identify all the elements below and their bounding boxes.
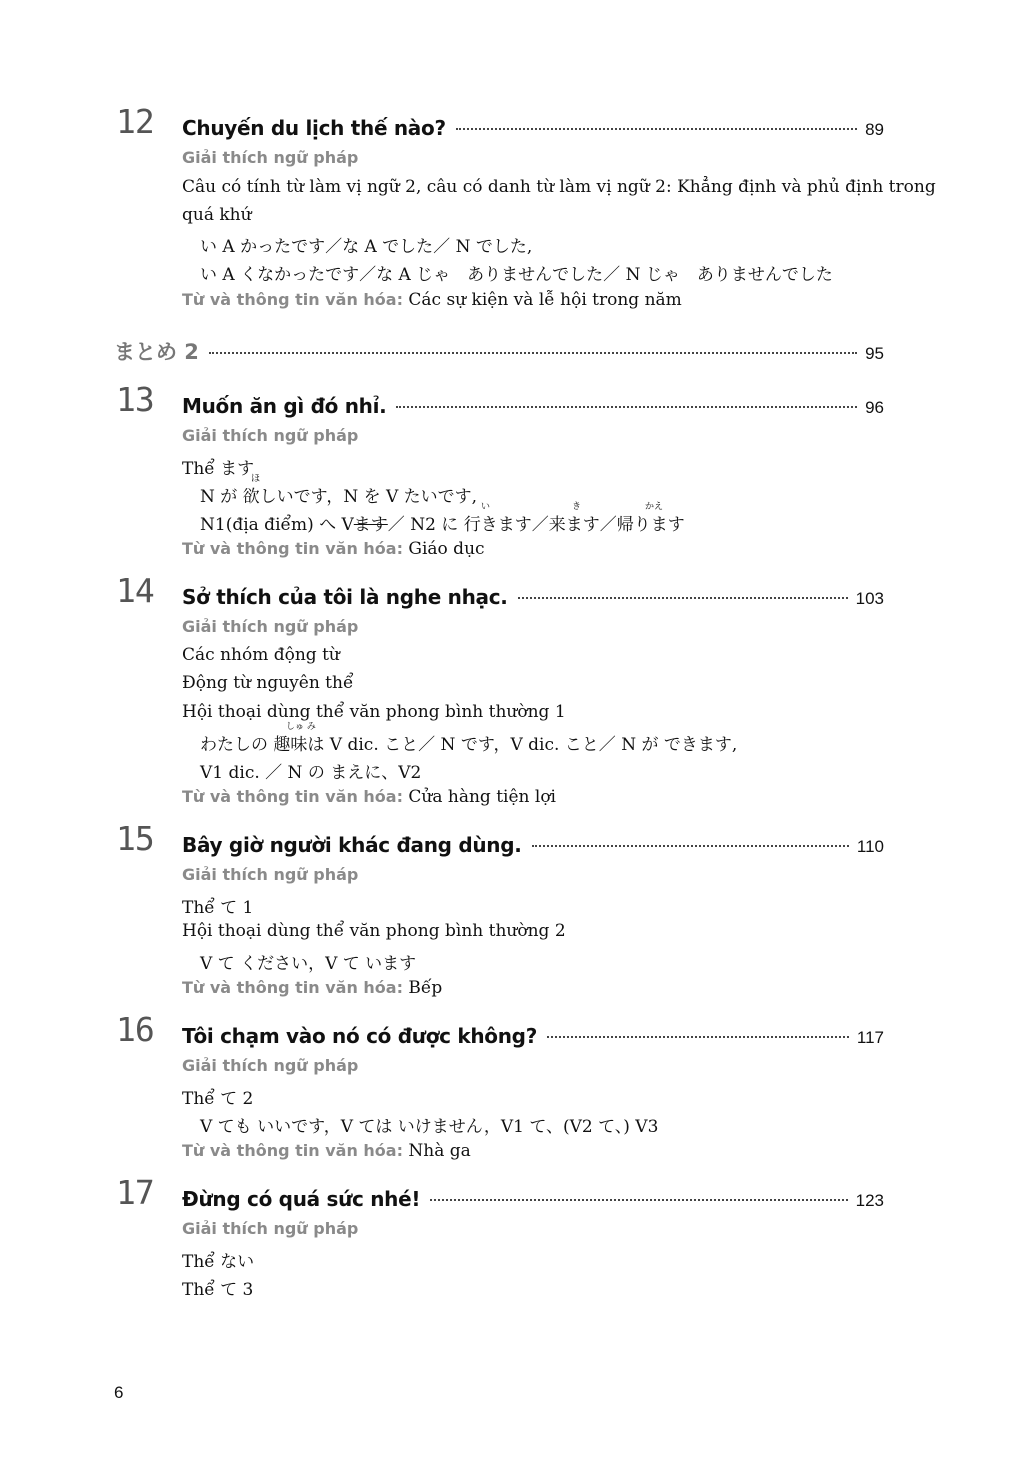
lesson-number: 13 <box>116 380 154 419</box>
culture-line <box>182 978 442 998</box>
grammar-line: い A くなかったです／な A じゃ ありませんでした／ N じゃ ありませんでした <box>200 265 833 285</box>
culture-value: Bếp <box>408 978 443 998</box>
culture-value: Các sự kiện và lễ hội trong năm <box>408 290 682 310</box>
grammar-line: わたしの 趣味は V dic. こと／ N です，V dic. こと／ N が できます, <box>200 735 738 755</box>
grammar-label: Giải thích ngữ pháp <box>182 1219 359 1238</box>
toc-title-row[interactable] <box>182 833 884 863</box>
furigana: き <box>572 502 582 512</box>
lesson-number: 16 <box>116 1010 154 1049</box>
grammar-line: Câu có tính từ làm vị ngữ 2, câu có danh từ làm vị ngữ 2: Khẳng định và phủ định trong <box>182 177 936 197</box>
culture-label: Từ và thông tin văn hóa: <box>182 978 403 997</box>
dot-leader <box>518 587 848 599</box>
footer-page-number: 6 <box>114 1383 124 1402</box>
furigana: かえ <box>645 502 664 512</box>
page-number: 96 <box>865 398 884 417</box>
grammar-line: い A かったです／な A でした／ N でした, <box>200 237 533 257</box>
page-number: 103 <box>855 589 884 608</box>
grammar-label: Giải thích ngữ pháp <box>182 426 359 445</box>
page-number: 117 <box>856 1028 884 1047</box>
lesson-title: Bây giờ người khác đang dùng. <box>182 833 522 857</box>
page-number: 123 <box>855 1191 884 1210</box>
grammar-line: quá khứ <box>182 205 252 225</box>
page-number: 95 <box>865 344 884 363</box>
dot-leader <box>430 1189 847 1201</box>
dot-leader <box>547 1026 849 1038</box>
grammar-label: Giải thích ngữ pháp <box>182 617 359 636</box>
grammar-line: V1 dic. ／ N の まえに、V2 <box>200 763 422 783</box>
culture-value: Nhà ga <box>408 1141 471 1161</box>
grammar-line: Các nhóm động từ <box>182 645 340 665</box>
grammar-line: Thể て 2 <box>182 1089 254 1109</box>
culture-value: Cửa hàng tiện lợi <box>408 787 556 807</box>
dot-leader <box>532 835 849 847</box>
culture-label: Từ và thông tin văn hóa: <box>182 787 403 806</box>
dot-leader <box>456 118 857 130</box>
toc-title-row[interactable] <box>114 336 884 366</box>
culture-label: Từ và thông tin văn hóa: <box>182 290 403 309</box>
grammar-label: Giải thích ngữ pháp <box>182 148 359 167</box>
dot-leader <box>209 342 857 354</box>
grammar-line: V ても いいです，V ては いけません，V1 て、(V2 て、) V3 <box>200 1117 659 1137</box>
grammar-line: Thể ない <box>182 1252 255 1272</box>
toc-title-row[interactable] <box>182 1024 884 1054</box>
grammar-line: Hội thoại dùng thể văn phong bình thường 2 <box>182 921 566 941</box>
grammar-line: V て ください，V て います <box>200 954 417 974</box>
lesson-number: 15 <box>116 819 154 858</box>
matome-title: まとめ 2 <box>114 340 199 364</box>
lesson-number: 17 <box>116 1173 154 1212</box>
culture-label: Từ và thông tin văn hóa: <box>182 1141 403 1160</box>
lesson-title: Tôi chạm vào nó có được không? <box>182 1024 538 1048</box>
furigana: ほ <box>251 474 261 484</box>
culture-label: Từ và thông tin văn hóa: <box>182 539 403 558</box>
dot-leader <box>396 396 857 408</box>
culture-line <box>182 787 556 807</box>
grammar-line: Thể て 3 <box>182 1280 254 1300</box>
grammar-line: N1(địa điểm) へ Vます／ N2 に 行きます／来ます／帰ります <box>200 515 685 535</box>
culture-value: Giáo dục <box>408 539 485 559</box>
lesson-title: Sở thích của tôi là nghe nhạc. <box>182 585 508 609</box>
grammar-label: Giải thích ngữ pháp <box>182 1056 359 1075</box>
lesson-title: Chuyến du lịch thế nào? <box>182 116 446 140</box>
toc-title-row[interactable] <box>182 585 884 615</box>
struck-text: ます <box>353 515 388 535</box>
toc-title-row[interactable] <box>182 116 884 146</box>
furigana: い <box>481 502 491 512</box>
page-number: 89 <box>865 120 884 139</box>
toc-title-row[interactable] <box>182 394 884 424</box>
grammar-line: Thể て 1 <box>182 898 254 918</box>
culture-line <box>182 539 485 559</box>
lesson-number: 12 <box>116 102 154 141</box>
lesson-title: Muốn ăn gì đó nhỉ. <box>182 394 387 418</box>
lesson-number: 14 <box>116 571 154 610</box>
grammar-line: Thể ます <box>182 459 255 479</box>
grammar-label: Giải thích ngữ pháp <box>182 865 359 884</box>
culture-line <box>182 290 682 310</box>
toc-title-row[interactable] <box>182 1187 884 1217</box>
furigana: しゅ み <box>286 722 316 732</box>
grammar-line: N が 欲しいです，N を V たいです, <box>200 487 478 507</box>
culture-line <box>182 1141 471 1161</box>
grammar-line: Động từ nguyên thể <box>182 673 354 693</box>
grammar-line: Hội thoại dùng thể văn phong bình thường 1 <box>182 702 566 722</box>
lesson-title: Đừng có quá sức nhé! <box>182 1187 421 1211</box>
page-number: 110 <box>856 837 884 856</box>
